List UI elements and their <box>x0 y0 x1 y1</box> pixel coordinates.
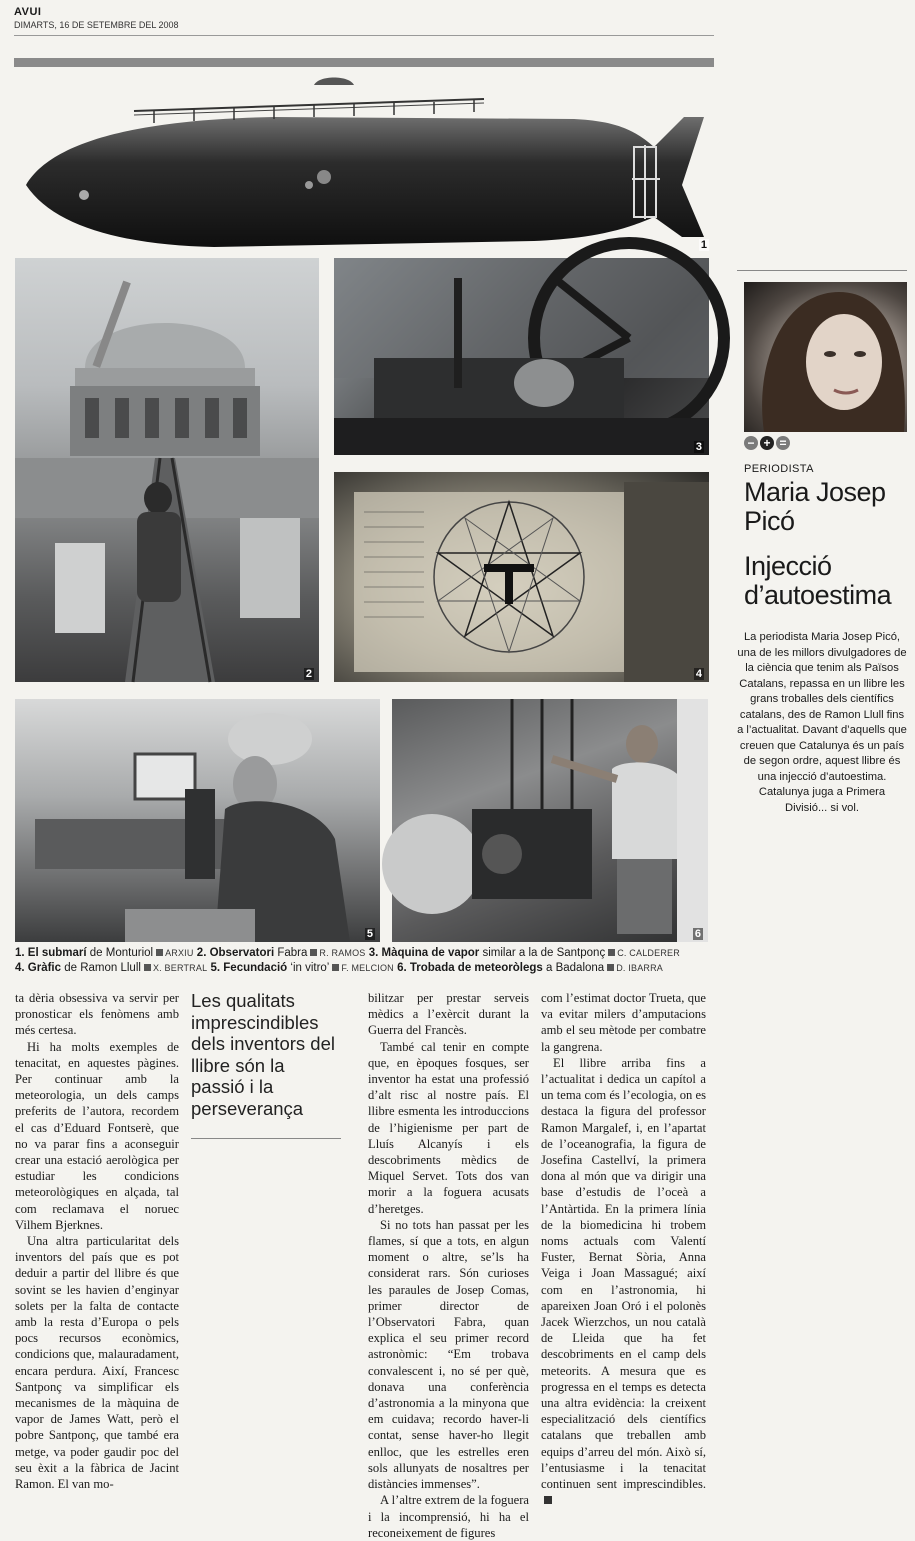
paragraph: També cal tenir en compte que, en èpoques fosques, ser inventor ha estat una professió d’alt risc al nostre país. El llibre esmenta les introduccions de l’higienisme per part de Lluís Alcanyís i els descobriments mèdics de Miquel Servet. Tots dos van morir a la foguera acusats d’heretges. <box>368 1039 529 1216</box>
photo-submarine <box>14 67 714 253</box>
observatory-illustration <box>15 258 319 682</box>
caption-text-4: de Ramon Llull <box>61 962 141 974</box>
caption-line-1 <box>15 946 715 961</box>
review-headline: Injecció d’autoestima <box>744 551 892 610</box>
portrait-illustration <box>744 282 907 432</box>
end-mark-icon <box>544 1496 552 1504</box>
body-column-1 <box>15 990 179 1492</box>
photo-ivf-lab <box>15 699 380 942</box>
paragraph: A l’altre extrem de la foguera i la incomprensió, hi ha el reconeixement de figures <box>368 1493 529 1540</box>
photo-number: 2 <box>305 668 312 680</box>
caption-credit-2: R. RAMOS <box>319 948 366 958</box>
paragraph: Hi ha molts exemples de tenacitat, en aquestes pàgines. Per continuar amb la meteorologia, un dels camps preferits de l’autora, recordem el cas d’Eduard Fontserè, que no va parar fins a aconseguir crear una estació aerològica per estudiar les condicions meteorològiques en alçada, tal com reclamava el noruec Vilhem Bjerknes. <box>15 1039 179 1232</box>
rating <box>744 436 790 450</box>
credit-marker-icon <box>144 964 151 971</box>
photo-number: 6 <box>694 928 701 940</box>
caption-text-5: ‘in vitro’ <box>287 962 330 974</box>
newspaper-name: AVUI <box>14 6 42 18</box>
credit-marker-icon <box>608 949 615 956</box>
caption-title-1: 1. El submarí <box>15 947 87 959</box>
photo-observatory <box>15 258 319 682</box>
rating-minus-icon: − <box>744 436 758 450</box>
pull-quote-rule <box>191 1138 341 1139</box>
masthead <box>14 6 714 36</box>
caption-text-6: a Badalona <box>542 962 605 974</box>
caption-text-3: similar a la de Santponç <box>479 947 606 959</box>
meteorologists-illustration <box>392 699 708 942</box>
ivf-lab-illustration <box>15 699 380 942</box>
photo-steam-engine <box>334 258 709 455</box>
credit-marker-icon <box>332 964 339 971</box>
caption-text-2: Fabra <box>274 947 308 959</box>
top-rule <box>14 58 714 67</box>
photo-caption <box>15 946 715 976</box>
paragraph: bilitzar per prestar serveis mèdics a l’exèrcit durant la Guerra del Francès. <box>368 991 529 1038</box>
credit-marker-icon <box>310 949 317 956</box>
llull-chart-illustration <box>334 472 709 682</box>
photo-number: 5 <box>366 928 373 940</box>
caption-credit-1: ARXIU <box>165 948 194 958</box>
caption-text-1: de Monturiol <box>86 947 154 959</box>
caption-line-2 <box>15 961 715 976</box>
author-role: PERIODISTA <box>744 463 814 475</box>
photo-llull-chart <box>334 472 709 682</box>
submarine-illustration <box>14 67 714 253</box>
caption-title-2: 2. Observatori <box>196 947 275 959</box>
paragraph: Si no tots han passat per les flames, sí que a tots, en algun moment o altre, se’ls ha considerat rars. Són curioses les paraules de Josep Comas, primer director de l’Observatori Fabra, quan explica el seu primer record astronòmic: “Em trobava convalescent i, no sé per què, donava una conferència d’astronomia a la minyona que em cuidava; recordo haver-li contat, sense haver-ho llegit enlloc, que les estrelles eren sols allunyats de nosaltres per distàncies immenses”. <box>368 1217 529 1492</box>
caption-title-6: 6. Trobada de meteoròlegs <box>397 962 543 974</box>
caption-credit-5: F. MELCION <box>341 963 394 973</box>
paragraph-last <box>541 1055 706 1509</box>
body-column-2 <box>368 990 529 1541</box>
pull-quote: Les qualitats imprescindibles dels inventors del llibre són la passió i la perseverança <box>191 990 335 1119</box>
steam-engine-illustration <box>334 258 709 455</box>
credit-marker-icon <box>607 964 614 971</box>
body-column-3 <box>541 990 706 1509</box>
paragraph: com l’estimat doctor Trueta, que va evitar milers d’amputacions amb el seu mètode per combatre la gangrena. <box>541 991 706 1054</box>
caption-title-5: 5. Fecundació <box>210 962 288 974</box>
paragraph: Una altra particularitat dels inventors del país que es pot deduir a partir del llibre és que sovint se les havien d’enginyar solets per la falta de contacte amb la resta d’Europa o pels pocs recursos econòmics, condicions que, malauradament, encara perdura. Així, Francesc Santponç va simplificar els mecanismes de la màquina de vapor de James Watt, però el pobre Santponç, que també era metge, va poder gaudir poc del seu èxit a la fàbrica de Jacint Ramon. El van mo- <box>15 1234 179 1492</box>
photo-number: 1 <box>700 239 707 251</box>
caption-credit-6: D. IBARRA <box>616 963 664 973</box>
caption-credit-4: X. BERTRAL <box>152 963 208 973</box>
paragraph: ta dèria obsessiva va servir per pronosticar els fenòmens amb més certesa. <box>15 991 179 1038</box>
author-name: Maria Josep Picó <box>744 477 886 536</box>
photo-meteorologists <box>392 699 708 942</box>
rating-equal-icon: = <box>776 436 790 450</box>
photo-number: 4 <box>695 668 702 680</box>
author-portrait <box>744 282 907 432</box>
credit-marker-icon <box>156 949 163 956</box>
caption-credit-3: C. CALDERER <box>617 948 680 958</box>
issue-date: DIMARTS, 16 DE SETEMBRE DEL 2008 <box>14 20 179 30</box>
photo-number: 3 <box>695 441 702 453</box>
rating-plus-icon: + <box>760 436 774 450</box>
sidebar-rule <box>737 270 907 271</box>
caption-title-3: 3. Màquina de vapor <box>368 947 480 959</box>
paragraph-text: El llibre arriba fins a l’actualitat i dedica un capítol a un tema com és l’ecologia, on es destaca la figura del professor Ramon Margalef, i, en l’apartat de l’oceanografia, la figura de Josefina Castellví, la primera dona al món que va dirigir una base d’estudis de l’oceà a l’Antàrtida. En la primera línia de la biomedicina hi trobem noms actuals com Valentí Fuster, Bernat Sòria, Anna Veiga i Joan Massagué; així com en l’astronomia, hi apareixen Joan Oró i el polonès Jacek Wierzchos, un nou català de Lleida que ha fet descobriments en el camp dels meteorits. A mesura que es progressa en el temps es detecta una altra evidència: la creixent especialització dels científics catalans que treballen amb equips d’arreu del món. Això sí, l’entusiasme i la tenacitat continuen sent imprescindibles. <box>541 1055 706 1492</box>
review-summary: La periodista Maria Josep Picó, una de les millors divulgadores de la ciència que tenim als Països Catalans, repassa en un llibre les grans troballes dels científics catalans, des de Ramon Llull fins a l’actualitat. Davant d’aquells que creuen que Catalunya és un país de segon ordre, aquest llibre és una injecció d’autoestima. Catalunya juga a Primera Divisió... si vol. <box>737 631 907 814</box>
caption-title-4: 4. Gràfic <box>15 962 62 974</box>
